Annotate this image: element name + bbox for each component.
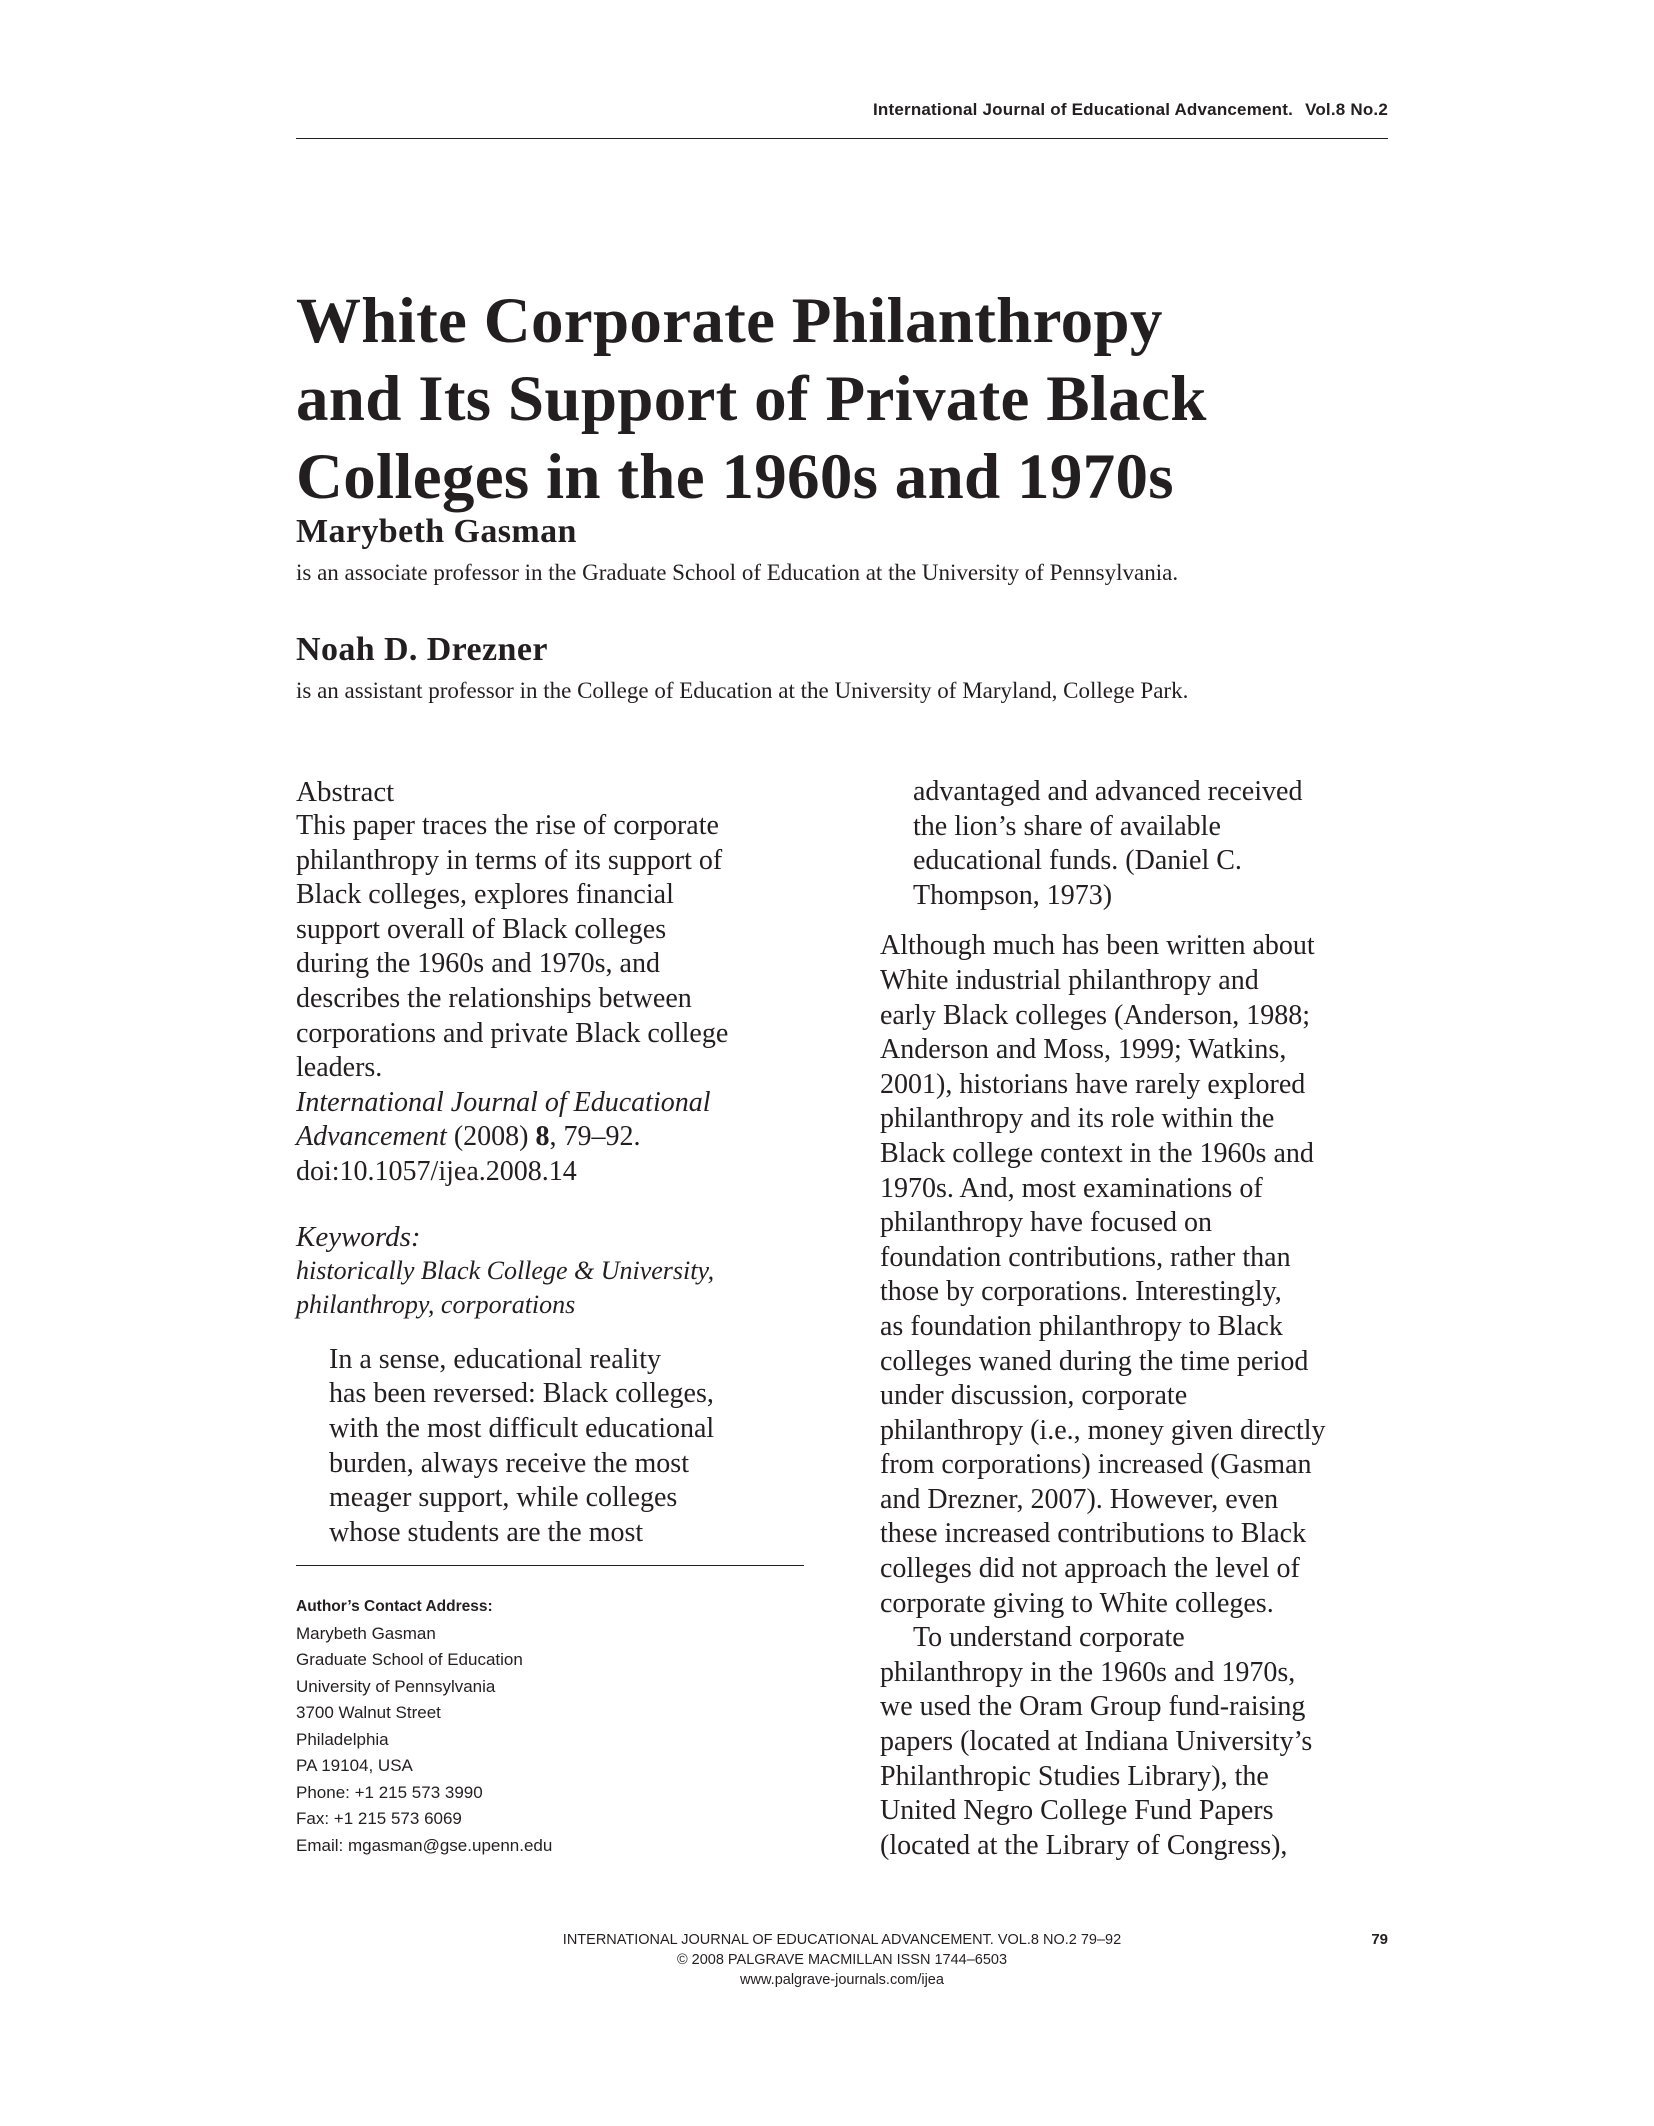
epigraph-line: burden, always receive the most [329, 1447, 689, 1479]
abstract-heading: Abstract [296, 776, 395, 808]
body-line: foundation contributions, rather than [880, 1241, 1291, 1273]
body-paragraph-2 [880, 1621, 1400, 1863]
body-line: (located at the Library of Congress), [880, 1829, 1288, 1861]
title-line: White Corporate Philanthropy [296, 285, 1163, 357]
body-line: philanthropy (i.e., money given directly [880, 1414, 1326, 1446]
contact-line: Marybeth Gasman [296, 1623, 436, 1643]
epigraph-line: In a sense, educational reality [329, 1343, 661, 1375]
body-line: Philanthropic Studies Library), the [880, 1760, 1269, 1792]
abstract-line: during the 1960s and 1970s, and [296, 948, 660, 980]
keywords-line: philanthropy, corporations [296, 1290, 576, 1320]
body-line: early Black colleges (Anderson, 1988; [880, 999, 1310, 1031]
body-line: 2001), historians have rarely explored [880, 1068, 1306, 1100]
footnote-rule [296, 1565, 804, 1566]
body-line: Although much has been written about [880, 930, 1315, 962]
body-line: Black college context in the 1960s and [880, 1137, 1314, 1169]
contact-line: Philadelphia [296, 1729, 389, 1749]
epigraph-line: the lion’s share of available [913, 810, 1221, 842]
body-line: and Drezner, 2007). However, even [880, 1483, 1279, 1515]
author-contact [296, 1594, 552, 1859]
keywords-list [296, 1254, 816, 1323]
keywords-line: historically Black College & University, [296, 1255, 715, 1285]
body-line: White industrial philanthropy and [880, 964, 1259, 996]
contact-line: PA 19104, USA [296, 1756, 413, 1775]
author-block-1 [296, 512, 1396, 588]
body-line: from corporations) increased (Gasman [880, 1449, 1312, 1481]
epigraph [329, 1343, 816, 1551]
title-line: Colleges in the 1960s and 1970s [296, 441, 1174, 513]
abstract-line: describes the relationships between [296, 982, 692, 1014]
body-line: Anderson and Moss, 1999; Watkins, [880, 1034, 1287, 1066]
body-line: colleges waned during the time period [880, 1345, 1309, 1377]
abstract-line: support overall of Black colleges [296, 913, 667, 945]
epigraph-line: has been reversed: Black colleges, [329, 1378, 714, 1410]
running-head [296, 100, 1388, 120]
footer-copyright-line: © 2008 PALGRAVE MACMILLAN ISSN 1744–6503 [676, 1952, 1008, 1968]
footer-url[interactable]: www.palgrave-journals.com/ijea [740, 1972, 944, 1988]
author-name: Noah D. Drezner [296, 631, 548, 668]
doi: doi:10.1057/ijea.2008.14 [296, 1155, 577, 1187]
author-name: Marybeth Gasman [296, 513, 577, 550]
body-line: papers (located at Indiana University’s [880, 1726, 1313, 1758]
body-line: as foundation philanthropy to Black [880, 1310, 1283, 1342]
article-title [296, 282, 1396, 516]
epigraph-line: with the most difficult educational [329, 1412, 715, 1444]
left-column [296, 775, 816, 1550]
body-line: these increased contributions to Black [880, 1518, 1307, 1550]
citation-line [296, 1120, 816, 1155]
body-line: philanthropy in the 1960s and 1970s, [880, 1656, 1296, 1688]
body-line: philanthropy and its role within the [880, 1103, 1275, 1135]
body-line: 1970s. And, most examinations of [880, 1172, 1263, 1204]
title-line: and Its Support of Private Black [296, 363, 1207, 435]
author-affiliation: is an assistant professor in the College of Education at the University of Maryland, College Park. [296, 678, 1189, 703]
body-line: we used the Oram Group fund-raising [880, 1691, 1306, 1723]
citation-pages: , 79–92. [549, 1121, 641, 1153]
epigraph-line: advantaged and advanced received [913, 776, 1303, 807]
abstract-line: philanthropy in terms of its support of [296, 844, 723, 876]
epigraph-line: educational funds. (Daniel C. [913, 845, 1242, 877]
contact-line: Graduate School of Education [296, 1650, 523, 1669]
running-head-volume: Vol.8 No.2 [1305, 100, 1388, 119]
epigraph-line: meager support, while colleges [329, 1482, 678, 1514]
right-column [880, 775, 1400, 1863]
body-line: To understand corporate [913, 1622, 1185, 1654]
body-line: corporate giving to White colleges. [880, 1587, 1274, 1619]
body-line: colleges did not approach the level of [880, 1553, 1300, 1585]
citation-volume: 8 [535, 1121, 550, 1153]
author-affiliation: is an associate professor in the Graduate School of Education at the University of Pennsylvania. [296, 560, 1179, 585]
body-line: philanthropy have focused on [880, 1207, 1213, 1239]
abstract-text [296, 809, 816, 1190]
contact-phone: Phone: +1 215 573 3990 [296, 1782, 483, 1802]
body-paragraph-1 [880, 929, 1400, 1621]
epigraph-line: Thompson, 1973) [913, 879, 1113, 911]
contact-line: 3700 Walnut Street [296, 1703, 441, 1722]
page-number: 79 [1371, 1931, 1388, 1948]
contact-line: University of Pennsylvania [296, 1676, 496, 1696]
abstract-line: This paper traces the rise of corporate [296, 810, 719, 841]
keywords-heading: Keywords: [296, 1220, 421, 1253]
citation-year: (2008) [446, 1121, 536, 1153]
contact-fax: Fax: +1 215 573 6069 [296, 1809, 462, 1828]
author-block-2 [296, 630, 1396, 706]
footer-journal-line: INTERNATIONAL JOURNAL OF EDUCATIONAL ADVANCEMENT. VOL.8 NO.2 79–92 [562, 1932, 1122, 1948]
citation-journal: International Journal of Educational [296, 1086, 711, 1118]
citation-journal-cont: Advancement [296, 1121, 447, 1153]
abstract-line: leaders. [296, 1052, 383, 1084]
header-rule [296, 138, 1388, 139]
abstract-line: Black colleges, explores financial [296, 879, 674, 911]
epigraph-line: whose students are the most [329, 1516, 644, 1548]
abstract-line: corporations and private Black college [296, 1017, 729, 1049]
body-line: United Negro College Fund Papers [880, 1795, 1274, 1827]
epigraph-continued [913, 775, 1400, 913]
contact-email[interactable]: Email: mgasman@gse.upenn.edu [296, 1835, 553, 1855]
running-head-journal: International Journal of Educational Advancement. [872, 100, 1294, 119]
body-line: under discussion, corporate [880, 1380, 1188, 1412]
body-line: those by corporations. Interestingly, [880, 1276, 1282, 1308]
page-footer [296, 1930, 1388, 1990]
contact-heading: Author’s Contact Address: [296, 1598, 493, 1615]
